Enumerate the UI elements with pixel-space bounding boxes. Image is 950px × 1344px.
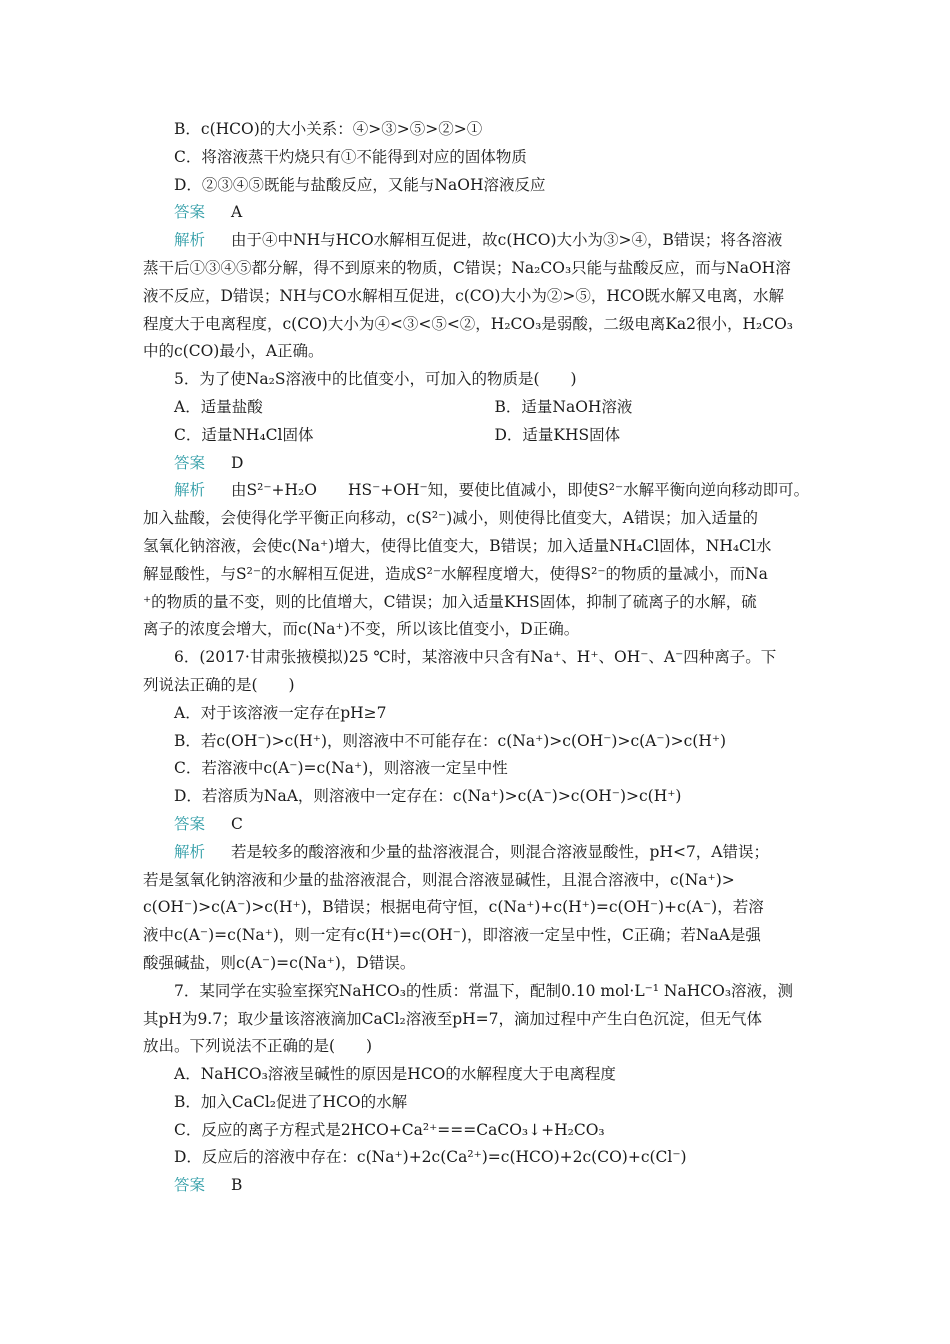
analysis-text: 由S²⁻+H₂O HS⁻+OH⁻知，要使比值减小，即使S²⁻水解平衡向逆向移动即可。 — [231, 481, 810, 500]
answer-line — [143, 199, 815, 227]
text-line: C．反应的离子方程式是2HCO+Ca²⁺===CaCO₃↓+H₂CO₃ — [174, 1120, 605, 1139]
option-row — [143, 422, 815, 450]
text-line: 5．为了使Na₂S溶液中的比值变小，可加入的物质是( ) — [174, 370, 577, 389]
text-line: ⁺的物质的量不变，则的比值增大，C错误；加入适量KHS固体，抑制了硫离子的水解，硫 — [143, 592, 757, 611]
text-line: c(OH⁻)>c(A⁻)>c(H⁺)，B错误；根据电荷守恒，c(Na⁺)+c(H⁺)=c(OH⁻)+c(A⁻)，若溶 — [143, 898, 764, 917]
text-line: 程度大于电离程度，c(CO)大小为④<③<⑤<②，H₂CO₃是弱酸，二级电离Ka2很小，H₂CO₃ — [143, 314, 794, 333]
text-line: 液中c(A⁻)=c(Na⁺)，则一定有c(H⁺)=c(OH⁻)，即溶液一定呈中性，C正确；若NaA是强 — [143, 926, 761, 945]
text-line: D．若溶质为NaA，则溶液中一定存在：c(Na⁺)>c(A⁻)>c(OH⁻)>c(H⁺) — [174, 787, 682, 806]
text-line: D．反应后的溶液中存在：c(Na⁺)+2c(Ca²⁺)=c(HCO)+2c(CO)+c(Cl⁻) — [174, 1148, 687, 1167]
answer-value: D — [231, 453, 244, 472]
analysis-line — [143, 839, 815, 867]
answer-value: A — [231, 203, 243, 222]
option-left: C．适量NH₄Cl固体 — [174, 425, 314, 444]
text-line: A．NaHCO₃溶液呈碱性的原因是HCO的水解程度大于电离程度 — [174, 1065, 616, 1084]
text-line: B．c(HCO)的大小关系：④>③>⑤>②>① — [174, 120, 483, 138]
analysis-label: 解析 — [174, 231, 206, 250]
text-line: 若是氢氧化钠溶液和少量的盐溶液混合，则混合溶液显碱性，且混合溶液中，c(Na⁺)> — [143, 870, 735, 889]
option-left: A．适量盐酸 — [174, 397, 263, 416]
text-line: 液不反应，D错误；NH与CO水解相互促进，c(CO)大小为②>⑤，HCO既水解又电离，水解 — [143, 286, 784, 305]
analysis-label: 解析 — [174, 842, 206, 861]
text-line: B．若c(OH⁻)>c(H⁺)，则溶液中不可能存在：c(Na⁺)>c(OH⁻)>c(A⁻)>c(H⁺) — [174, 731, 727, 750]
text-line: C．若溶液中c(A⁻)=c(Na⁺)，则溶液一定呈中性 — [174, 759, 508, 778]
text-line: 蒸干后①③④⑤都分解，得不到原来的物质，C错误；Na₂CO₃只能与盐酸反应，而与NaOH溶 — [143, 258, 791, 277]
text-line: A．对于该溶液一定存在pH≥7 — [174, 703, 387, 722]
text-line: 中的c(CO)最小，A正确。 — [143, 342, 324, 361]
text-line: C．将溶液蒸干灼烧只有①不能得到对应的固体物质 — [174, 147, 527, 166]
text-line: 氢氧化钠溶液，会使c(Na⁺)增大，使得比值变大，B错误；加入适量NH₄Cl固体，NH₄Cl水 — [143, 536, 772, 555]
answer-value: C — [231, 814, 243, 833]
option-right: B．适量NaOH溶液 — [494, 397, 633, 416]
text-line: 放出。下列说法不正确的是( ) — [143, 1037, 373, 1056]
text-line: 其pH为9.7；取少量该溶液滴加CaCl₂溶液至pH=7，滴加过程中产生白色沉淀，但无气体 — [143, 1009, 763, 1028]
analysis-label: 解析 — [174, 481, 206, 500]
analysis-line — [143, 227, 815, 255]
text-line: B．加入CaCl₂促进了HCO的水解 — [174, 1092, 408, 1111]
text-line: 酸强碱盐，则c(A⁻)=c(Na⁺)，D错误。 — [143, 953, 416, 972]
text-line: 离子的浓度会增大，而c(Na⁺)不变，所以该比值变小，D正确。 — [143, 620, 580, 639]
document-page — [143, 116, 815, 1200]
answer-label: 答案 — [174, 814, 206, 833]
text-line: 列说法正确的是( ) — [143, 675, 295, 694]
answer-label: 答案 — [174, 453, 206, 472]
answer-label: 答案 — [174, 1176, 206, 1195]
analysis-text: 若是较多的酸溶液和少量的盐溶液混合，则混合溶液显酸性，pH<7，A错误； — [231, 842, 769, 861]
analysis-line — [143, 477, 815, 505]
answer-line — [143, 450, 815, 478]
text-line: 加入盐酸，会使得化学平衡正向移动，c(S²⁻)减小，则使得比值变大，A错误；加入适量的 — [143, 509, 758, 528]
answer-line — [143, 811, 815, 839]
answer-line — [143, 1172, 815, 1200]
text-line: 解显酸性，与S²⁻的水解相互促进，造成S²⁻水解程度增大，使得S²⁻的物质的量减小，而Na — [143, 564, 768, 583]
option-right: D．适量KHS固体 — [494, 425, 621, 444]
analysis-text: 由于④中NH与HCO水解相互促进，故c(HCO)大小为③>④，B错误；将各溶液 — [231, 231, 783, 250]
text-line: D．②③④⑤既能与盐酸反应，又能与NaOH溶液反应 — [174, 175, 546, 194]
text-line: 7．某同学在实验室探究NaHCO₃的性质：常温下，配制0.10 mol·L⁻¹ NaHCO₃溶液，测 — [174, 981, 794, 1000]
answer-value: B — [231, 1176, 243, 1195]
text-line: 6．(2017·甘肃张掖模拟)25 ℃时，某溶液中只含有Na⁺、H⁺、OH⁻、A⁻四种离子。下 — [174, 648, 777, 667]
answer-label: 答案 — [174, 203, 206, 222]
option-row — [143, 394, 815, 422]
